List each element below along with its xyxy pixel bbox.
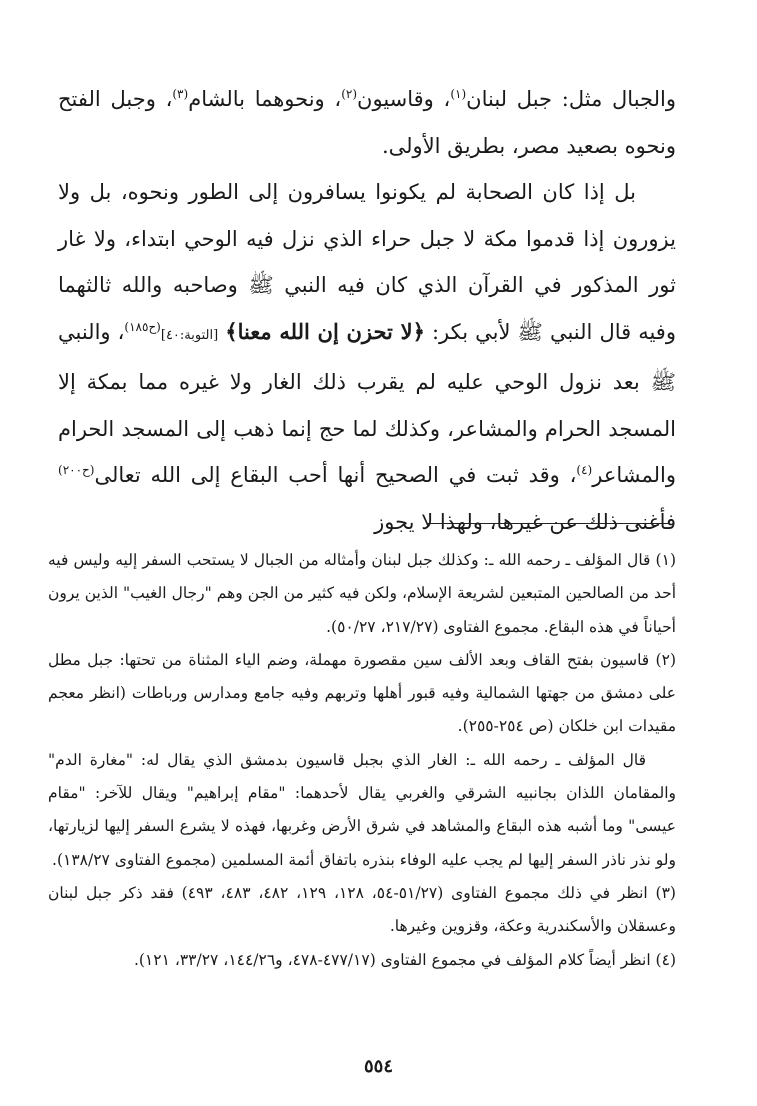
hadith-ref-200[interactable]: (ح٢٠٠): [58, 463, 95, 477]
text-segment: ، وجبل الفتح ونحوه بصعيد مصر، بطريق الأولى.: [58, 87, 676, 158]
paragraph-1: [58, 76, 676, 169]
footnote-4: (٤) انظر أيضاً كلام المؤلف في مجموع الفتاوى (٤٧٧/١٧-٤٧٨، و١٤٤/٢٦، ٣٣/٢٧، ١٢١).: [133, 950, 676, 969]
footnote-ref-4[interactable]: (٤): [576, 463, 593, 477]
footnote-1: (١) قال المؤلف ـ رحمه الله ـ: وكذلك جبل لبنان وأمثاله من الجبال لا يستحب السفر إليه وليس فيه أحد من الصالحين المتبعين لشريعة الإسلام، ولكن فيه كثير من الجن وهم "رجال الغيب" الذين يرون أحياناً في هذه البقاع. مجموع الفتاوى (٢١٧/٢٧، ٥٠/٢٧).: [48, 551, 676, 636]
text-segment: ، ونحوهما بالشام: [188, 87, 342, 111]
text-segment: والجبال مثل: جبل لبنان: [466, 87, 676, 111]
main-text: [58, 76, 676, 545]
paragraph-2: [58, 169, 676, 545]
page-number: ٥٥٤: [363, 1056, 393, 1077]
text-segment: ، وقاسيون: [357, 87, 451, 111]
hadith-ref-185[interactable]: (ح١٨٥): [124, 319, 161, 334]
text-segment: فأغنى ذلك عن غيرها، ولهذا لا يجوز: [374, 509, 676, 534]
footnote-2: (٢) قاسيون بفتح القاف وبعد الألف سين مقصورة مهملة، وضم الياء المثناة من تحتها: جبل مطل على دمشق من جهتها الشمالية وفيه قبور أهلها وتربهم وفيه جامع ومدارس ورباطات (انظر معجم مقيدات ابن خلكان (ص ٢٥٤-٢٥٥).: [48, 650, 676, 736]
text-segment: بل إذا كان الصحابة لم يكونوا يسافرون إلى الطور ونحوه، بل ولا يزورون إذا قدموا مكة لا جبل حراء الذي نزل فيه الوحي ابتداء، ولا غار ثور المذكور في القرآن الذي كان فيه النبي ﷺ وصاحبه والله ثالثهما وفيه قال النبي ﷺ لأبي بكر:: [58, 180, 676, 344]
quran-reference: [التوبة:٤٠]: [160, 327, 219, 343]
footnotes: [48, 544, 676, 977]
footnote-ref-1[interactable]: (١): [450, 87, 467, 101]
text-segment: ، والنبي ﷺ بعد نزول الوحي عليه لم يقرب ذلك الغار ولا غيره مما بمكة إلا المسجد الحرام والمشاعر، وكذلك لما حج إنما ذهب إلى المسجد الحرام والمشاعر: [58, 319, 676, 487]
quran-verse: ﴿لا تحزن إن الله معنا﴾: [225, 318, 425, 344]
footnote-3: (٣) انظر في ذلك مجموع الفتاوى (٥١/٢٧-٥٤، ١٢٨، ١٢٩، ٤٨٢، ٤٨٣، ٤٩٣) فقد ذكر جبل لبنان وعسقلان والأسكندرية وعكة، وقزوين وغيرها.: [48, 883, 676, 936]
footnote-ref-2[interactable]: (٢): [341, 87, 358, 101]
footnote-ref-3[interactable]: (٣): [172, 87, 189, 101]
footnote-separator: [428, 523, 670, 524]
footnote-2-continuation: قال المؤلف ـ رحمه الله ـ: الغار الذي بجبل قاسيون بدمشق الذي يقال له: "مغارة الدم" والمقامان اللذان بجانبيه الشرقي والغربي يقال لأحدهما: "مقام إبراهيم" ويقال للآخر: "مقام عيسى" وما أشبه هذه البقاع والمشاهد في شرق الأرض وغربها، فهذه لا يشرع السفر إليها لزيارتها، ولو نذر ناذر السفر إليها لم يجب عليه الوفاء بنذره باتفاق أئمة المسلمين (مجموع الفتاوى ١٣٨/٢٧).: [48, 750, 676, 869]
text-segment: ، وقد ثبت في الصحيح أنها أحب البقاع إلى الله تعالى: [94, 463, 577, 487]
